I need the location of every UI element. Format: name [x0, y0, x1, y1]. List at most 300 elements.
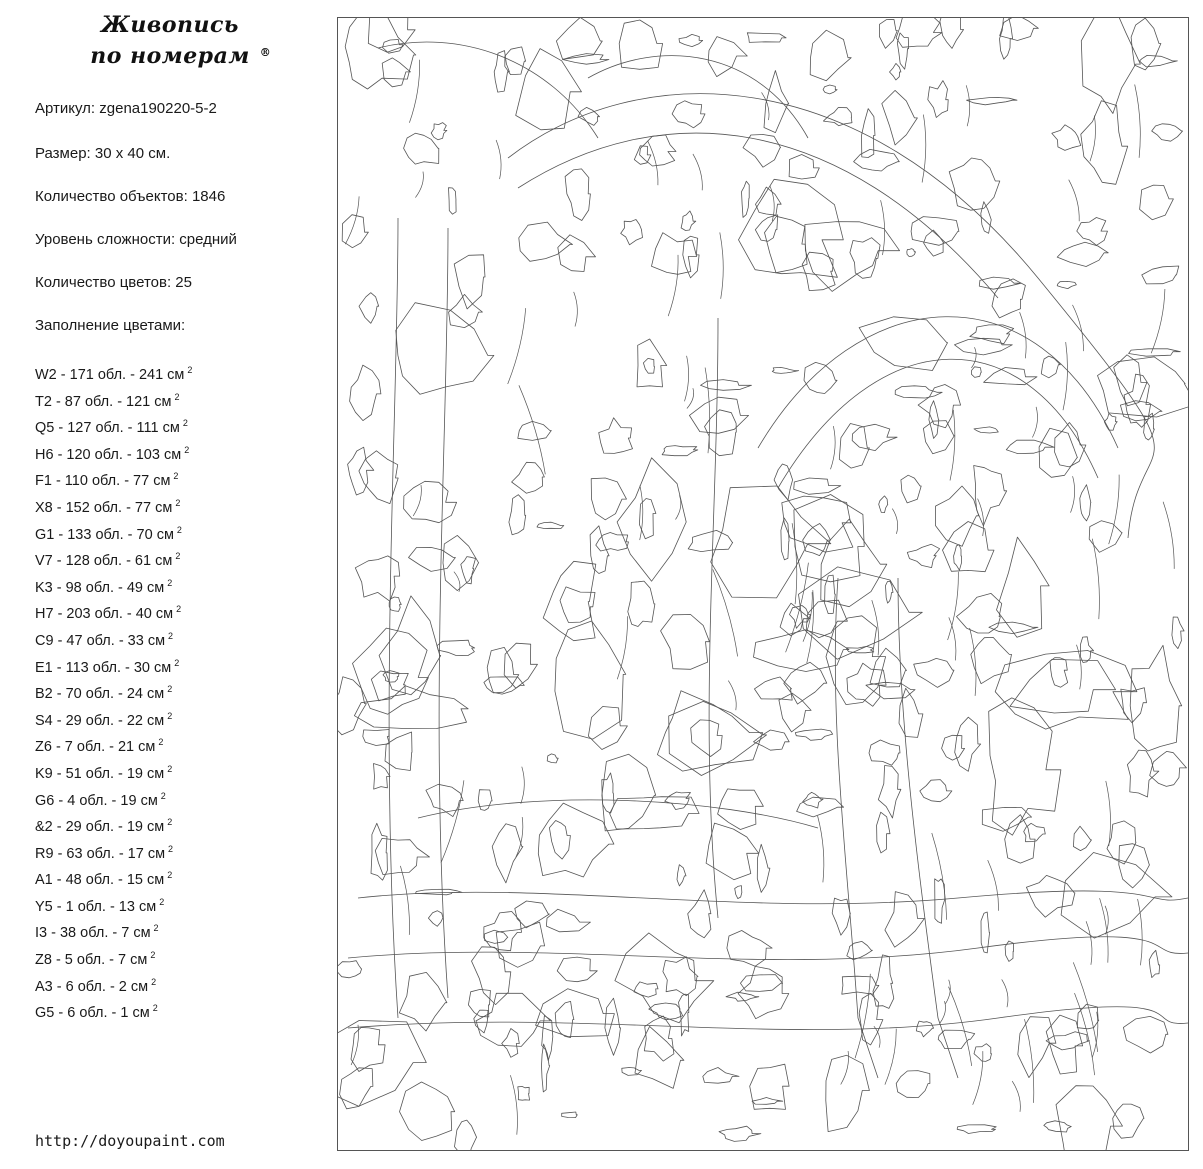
contour-region: [351, 1028, 385, 1072]
contour-region: [1044, 1121, 1072, 1132]
color-fill-text: G5 - 6 обл. - 1 см: [35, 1005, 150, 1022]
color-fill-text: K3 - 98 обл. - 49 см: [35, 579, 165, 596]
color-fill-text: Q5 - 127 обл. - 111 см: [35, 420, 180, 437]
color-fill-text: I3 - 38 обл. - 7 см: [35, 925, 151, 942]
contour-region: [518, 421, 552, 440]
contour-region: [936, 486, 979, 546]
contour-region: [652, 233, 697, 275]
contour-region: [938, 1030, 975, 1049]
contour-region: [799, 567, 923, 659]
contour-region: [1129, 349, 1181, 356]
contour-region: [703, 1068, 739, 1084]
color-fill-text: R9 - 63 обл. - 17 см: [35, 845, 166, 862]
hatch-stroke: [1012, 1081, 1020, 1112]
area-unit-superscript: 2: [184, 444, 190, 455]
contour-region: [794, 478, 841, 494]
hatch-stroke: [1073, 305, 1084, 351]
hatch-stroke: [1163, 502, 1174, 569]
contour-region: [596, 533, 629, 552]
contour-region: [1080, 637, 1093, 663]
contour-region: [634, 982, 658, 997]
area-unit-superscript: 2: [168, 630, 174, 641]
contour-region: [628, 581, 655, 626]
area-unit-superscript: 2: [167, 817, 173, 828]
contour-region: [536, 989, 615, 1037]
contour-region: [928, 81, 948, 118]
contour-region: [615, 933, 714, 1023]
contour-region: [743, 135, 781, 168]
contour-region: [757, 844, 770, 892]
hatch-stroke: [1090, 116, 1096, 162]
contour-region: [549, 821, 570, 860]
contour-region: [350, 365, 381, 421]
color-fill-item: [35, 892, 192, 919]
area-unit-superscript: 2: [151, 976, 157, 987]
contour-region: [940, 18, 964, 48]
hatch-stroke: [400, 866, 409, 935]
contour-region: [1098, 357, 1190, 417]
contour-region: [1121, 688, 1147, 723]
contour-region: [519, 222, 573, 261]
contour-region: [537, 522, 564, 528]
contour-region: [602, 754, 656, 831]
contour-region: [896, 1071, 930, 1098]
contour-region: [1050, 658, 1068, 688]
contour-region: [354, 686, 468, 729]
color-fill-text: A3 - 6 обл. - 2 см: [35, 978, 149, 995]
contour-region: [718, 789, 764, 830]
contour-region: [538, 803, 614, 877]
contour-region: [877, 812, 890, 853]
color-fill-text: &2 - 29 обл. - 19 см: [35, 819, 165, 836]
hatch-stroke: [940, 1001, 946, 1024]
contour-region: [416, 889, 463, 895]
contour-region: [556, 18, 602, 59]
hatch-stroke: [1025, 1019, 1034, 1103]
color-fill-text: V7 - 128 обл. - 61 см: [35, 553, 173, 570]
contour-region: [363, 730, 390, 746]
contour-region: [665, 792, 691, 810]
hatch-stroke: [574, 292, 578, 327]
area-unit-superscript: 2: [167, 577, 173, 588]
color-fill-text: G1 - 133 обл. - 70 см: [35, 526, 174, 543]
object-count: Количество объектов: 1846: [35, 188, 226, 205]
contour-region: [974, 466, 1007, 526]
contour-region: [691, 720, 723, 757]
contour-region: [954, 545, 962, 571]
contour-region: [340, 1068, 373, 1109]
color-fill-item: [35, 493, 192, 520]
area-unit-superscript: 2: [158, 737, 164, 748]
contour-region: [657, 691, 762, 771]
contour-region: [839, 424, 869, 469]
hatch-stroke: [693, 154, 702, 190]
hatch-stroke: [945, 980, 950, 1004]
contour-region: [803, 792, 823, 808]
frond-arc: [588, 56, 808, 138]
contour-region: [1172, 617, 1184, 649]
contour-region: [754, 677, 792, 700]
contour-region: [1061, 853, 1172, 939]
area-unit-superscript: 2: [152, 1003, 158, 1014]
contour-region: [899, 688, 923, 737]
contour-region: [971, 637, 1012, 683]
color-fill-item: [35, 812, 192, 839]
hatch-stroke: [885, 1029, 896, 1085]
hatch-stroke: [687, 388, 694, 408]
hatch-stroke: [949, 987, 972, 1066]
contour-region: [735, 886, 742, 899]
contour-region: [689, 397, 748, 433]
contour-region: [897, 33, 908, 69]
color-fill-text: K9 - 51 обл. - 19 см: [35, 765, 165, 782]
color-fill-text: T2 - 87 обл. - 121 см: [35, 393, 172, 410]
contour-region: [591, 478, 626, 520]
contour-region: [371, 823, 387, 880]
contour-region: [637, 339, 667, 387]
contour-region: [547, 754, 558, 763]
color-fill-item: [35, 972, 192, 999]
contour-region: [599, 418, 633, 454]
contour-region: [563, 54, 609, 65]
contour-region: [1046, 1032, 1089, 1050]
contour-region: [461, 557, 476, 584]
contour-region: [379, 596, 441, 695]
canvas-size: Размер: 30 х 40 см.: [35, 145, 171, 162]
contour-region: [1127, 750, 1159, 797]
hatch-stroke: [1063, 342, 1067, 410]
color-fill-item: [35, 360, 192, 387]
contour-region: [1081, 18, 1140, 113]
contour-region: [957, 1125, 996, 1134]
hatch-stroke: [1100, 898, 1109, 963]
hatch-stroke: [892, 509, 897, 534]
contour-region: [472, 947, 511, 1005]
frond-arc: [508, 94, 1154, 538]
contour-region: [957, 593, 1002, 633]
color-fill-text: A1 - 48 обл. - 15 см: [35, 872, 165, 889]
brand-title-line2: [60, 41, 280, 72]
contour-region: [509, 495, 526, 535]
contour-region: [754, 630, 849, 672]
hatch-stroke: [720, 232, 723, 298]
contour-region: [711, 486, 831, 598]
color-fill-text: H7 - 203 обл. - 40 см: [35, 606, 174, 623]
hatch-stroke: [1135, 85, 1141, 158]
color-fill-item: [35, 520, 192, 547]
contour-region: [982, 807, 1031, 831]
contour-region: [805, 222, 900, 292]
contour-region: [1150, 751, 1187, 786]
contour-region: [885, 892, 925, 948]
area-unit-superscript: 2: [168, 843, 174, 854]
contour-region: [992, 279, 1025, 318]
contour-region: [764, 71, 789, 133]
contour-region: [949, 158, 1000, 210]
area-unit-superscript: 2: [176, 604, 182, 615]
contour-region: [663, 957, 698, 996]
hatch-stroke: [950, 410, 955, 481]
color-count: Количество цветов: 25: [35, 274, 192, 291]
contour-region: [560, 587, 595, 623]
area-unit-superscript: 2: [160, 790, 166, 801]
contour-region: [727, 931, 772, 967]
hatch-stroke: [521, 767, 525, 804]
hatch-stroke: [922, 115, 926, 183]
contour-region: [557, 957, 597, 982]
contour-region: [750, 1064, 789, 1109]
contour-region: [955, 338, 1013, 355]
contour-region: [879, 496, 888, 513]
contour-region: [726, 992, 759, 1001]
color-fill-text: Z6 - 7 обл. - 21 см: [35, 739, 156, 756]
contour-region: [772, 367, 798, 373]
contour-region: [823, 108, 852, 126]
contour-region: [375, 838, 429, 874]
hatch-stroke: [966, 85, 970, 126]
hatch-stroke: [855, 974, 870, 1058]
contour-region: [496, 922, 544, 967]
contour-region: [795, 729, 832, 740]
contour-region: [1077, 218, 1108, 246]
contour-region: [847, 941, 873, 959]
contour-region: [478, 790, 492, 811]
contour-region: [1123, 1016, 1168, 1053]
contour-region: [901, 475, 921, 503]
brand-title-line1: Живопись: [101, 12, 239, 38]
contour-region: [565, 169, 590, 221]
contour-region: [907, 544, 939, 567]
contour-region: [869, 740, 900, 765]
color-fill-item: [35, 998, 192, 1025]
contour-region: [1131, 18, 1161, 70]
color-fill-item: [35, 599, 192, 626]
contour-region: [1000, 18, 1039, 40]
contour-region: [639, 499, 656, 539]
contour-region: [1039, 428, 1077, 477]
color-fill-text: W2 - 171 обл. - 241 см: [35, 367, 185, 383]
contour-region: [409, 547, 456, 571]
contour-region: [640, 135, 676, 166]
hatch-stroke: [872, 600, 879, 655]
hatch-stroke: [1020, 312, 1027, 358]
hatch-stroke: [510, 1075, 517, 1135]
hatch-stroke: [415, 172, 423, 198]
contour-region: [602, 773, 614, 813]
contour-region: [679, 994, 689, 1036]
color-fill-text: Z8 - 5 обл. - 7 см: [35, 952, 148, 969]
contour-region: [852, 424, 897, 450]
color-fill-item: [35, 918, 192, 945]
color-fill-text: Y5 - 1 обл. - 13 см: [35, 898, 157, 915]
hatch-stroke: [413, 485, 421, 516]
area-unit-superscript: 2: [167, 710, 173, 721]
contour-region: [972, 367, 982, 378]
color-fill-item: [35, 440, 192, 467]
contour-region: [359, 451, 398, 504]
contour-region: [879, 20, 897, 49]
contour-region: [605, 998, 621, 1055]
color-fill-item: [35, 413, 192, 440]
contour-region: [396, 303, 494, 395]
contour-region: [515, 901, 550, 928]
contour-region: [882, 90, 918, 145]
contour-region: [338, 677, 366, 735]
color-fill-text: B2 - 70 обл. - 24 см: [35, 686, 165, 703]
hatch-stroke: [519, 385, 545, 474]
hatch-stroke: [409, 60, 419, 123]
contour-region: [924, 230, 944, 256]
contour-region: [404, 481, 457, 522]
contour-region: [754, 730, 790, 750]
contour-region: [810, 30, 851, 80]
color-fill-item: [35, 706, 192, 733]
contour-region: [943, 522, 995, 572]
contour-region: [338, 961, 362, 978]
color-fill-item: [35, 945, 192, 972]
contour-region: [681, 211, 696, 231]
contour-region: [672, 101, 705, 128]
color-fill-item: [35, 546, 192, 573]
contour-region: [756, 187, 782, 215]
contour-region: [739, 179, 844, 277]
contour-region: [1018, 1017, 1056, 1078]
trunk-line: [439, 228, 448, 998]
contour-region: [1057, 242, 1108, 266]
area-unit-superscript: 2: [167, 870, 173, 881]
contour-region: [789, 155, 819, 180]
contour-region: [1113, 1104, 1144, 1138]
color-fill-heading: Заполнение цветами:: [35, 317, 186, 334]
contour-region: [1119, 844, 1150, 888]
contour-region: [688, 890, 711, 938]
color-fill-text: C9 - 47 обл. - 33 см: [35, 632, 166, 649]
contour-region: [455, 1120, 477, 1151]
line-art-drawing: [338, 18, 1189, 1151]
contour-region: [1140, 185, 1174, 220]
contour-region: [1152, 124, 1183, 141]
color-fill-item: [35, 387, 192, 414]
contour-region: [1052, 125, 1081, 151]
hatch-stroke: [685, 356, 689, 402]
area-unit-superscript: 2: [175, 497, 181, 508]
contour-region: [1140, 55, 1178, 67]
article-number: Артикул: zgena190220-5-2: [35, 100, 217, 117]
area-unit-superscript: 2: [173, 471, 179, 482]
contour-region: [449, 188, 457, 215]
contour-region: [661, 615, 710, 670]
contour-region: [752, 1098, 783, 1105]
contour-region: [859, 317, 948, 371]
contour-region: [907, 249, 916, 257]
area-unit-superscript: 2: [159, 896, 165, 907]
contour-region: [1055, 423, 1086, 467]
contour-region: [866, 682, 915, 699]
contour-region: [970, 325, 1014, 344]
contour-region: [886, 581, 894, 603]
contour-region: [389, 597, 401, 611]
contour-region: [382, 58, 410, 87]
contour-region: [468, 989, 490, 1017]
site-url-link[interactable]: http://doyoupaint.com: [35, 1132, 225, 1150]
hatch-stroke: [1069, 180, 1080, 222]
contour-region: [740, 975, 782, 992]
area-unit-superscript: 2: [153, 923, 159, 934]
brand-title-line2-text: по номерам: [90, 43, 250, 69]
color-fill-item: [35, 759, 192, 786]
contour-region: [512, 462, 545, 493]
hatch-stroke: [668, 255, 678, 316]
contour-region: [345, 18, 416, 89]
hatch-stroke: [1032, 407, 1037, 438]
contour-region: [747, 33, 786, 43]
color-fill-text: X8 - 152 обл. - 77 см: [35, 499, 173, 516]
hatch-stroke: [1106, 781, 1111, 846]
contour-region: [492, 824, 523, 883]
contour-region: [719, 1126, 761, 1141]
area-unit-superscript: 2: [167, 763, 173, 774]
contour-region: [404, 133, 439, 164]
color-fill-item: [35, 626, 192, 653]
contour-region: [1142, 266, 1179, 284]
hatch-stroke: [978, 499, 984, 536]
contour-region: [765, 216, 808, 272]
hatch-stroke: [508, 308, 526, 384]
contour-region: [955, 717, 981, 771]
contour-region: [649, 1003, 683, 1020]
contour-region: [974, 427, 998, 433]
contour-region: [621, 220, 643, 245]
contour-region: [558, 235, 596, 272]
hatch-stroke: [831, 426, 836, 469]
contour-region: [920, 780, 952, 802]
contour-region: [555, 1001, 574, 1037]
contour-region: [804, 362, 837, 393]
area-unit-superscript: 2: [182, 418, 188, 429]
contour-region: [1130, 645, 1182, 751]
hatch-stroke: [676, 495, 681, 519]
contour-region: [546, 909, 590, 932]
color-fill-item: [35, 732, 192, 759]
contour-region: [984, 368, 1037, 385]
contour-region: [823, 85, 837, 94]
contour-region: [1041, 356, 1060, 378]
area-unit-superscript: 2: [167, 684, 173, 695]
area-unit-superscript: 2: [150, 950, 156, 961]
shore-line: [418, 800, 818, 828]
hatch-stroke: [818, 816, 824, 883]
contour-region: [942, 735, 965, 760]
hatch-stroke: [345, 196, 359, 244]
contour-region: [1081, 101, 1128, 185]
hatch-stroke: [1071, 476, 1075, 512]
color-fill-item: [35, 679, 192, 706]
contour-region: [1073, 826, 1091, 850]
hatch-stroke: [496, 140, 501, 179]
contour-region: [914, 658, 954, 687]
contour-region: [643, 358, 654, 373]
contour-region: [1149, 950, 1160, 977]
color-fill-text: G6 - 4 обл. - 19 см: [35, 792, 158, 809]
brand-title: [60, 10, 280, 72]
hatch-stroke: [441, 780, 464, 863]
contour-region: [688, 530, 733, 551]
color-fill-text: S4 - 29 обл. - 22 см: [35, 712, 165, 729]
contour-region: [437, 640, 475, 655]
contour-region: [821, 519, 887, 607]
contour-region: [896, 18, 942, 47]
contour-region: [359, 293, 379, 324]
